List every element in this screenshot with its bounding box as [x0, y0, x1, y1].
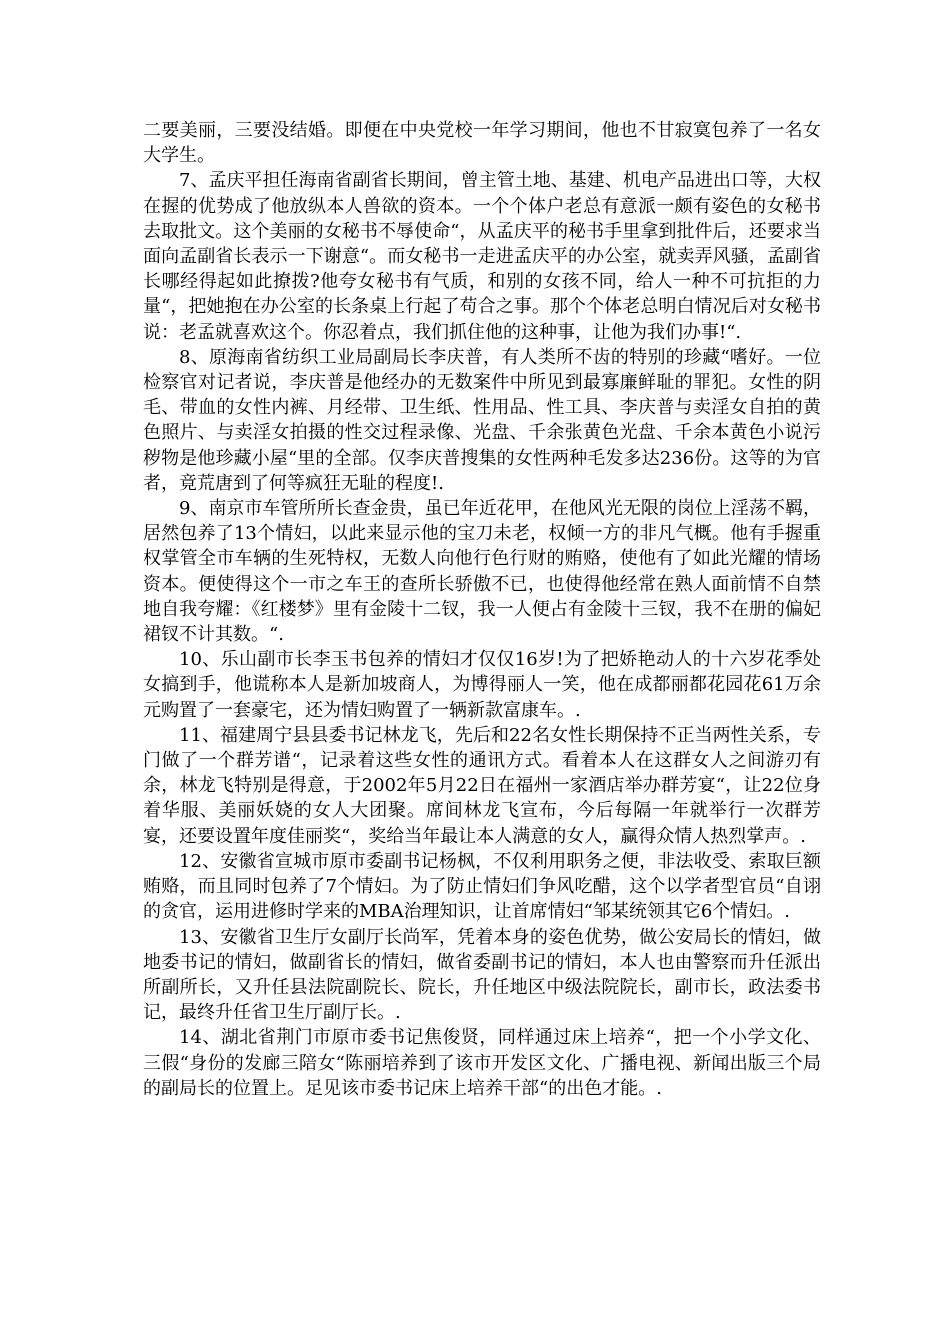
paragraph-continuation: 二要美丽，三要没结婚。即便在中央党校一年学习期间，他也不甘寂寞包养了一名女大学生。: [143, 120, 821, 167]
paragraph-item-13: 13、安徽省卫生厅女副厅长尚军，凭着本身的姿色优势，做公安局长的情妇，做地委书记的情妇，做副省长的情妇，做省委副书记的情妇，本人也由警察而升任派出所副所长，又升任县法院副院长、院长，升任地区中级法院院长，副市长，政法委书记，最终升任省卫生厅副厅长。.: [143, 926, 821, 1024]
paragraph-item-14: 14、湖北省荆门市原市委书记焦俊贤，同样通过床上培养“，把一个小学文化、三假“身份的发廊三陪女“陈丽培养到了该市开发区文化、广播电视、新闻出版三个局的副局长的位置上。足见该市委书记床上培养干部“的出色才能。.: [143, 1027, 821, 1099]
paragraph-item-11: 11、福建周宁县县委书记林龙飞，先后和22名女性长期保持不正当两性关系，专门做了一个群芳谱“，记录着这些女性的通讯方式。看着本人在这群女人之间游刃有余，林龙飞特别是得意，于2002年5月22日在福州一家酒店举办群芳宴“，让22位身着华服、美丽妖娆的女人大团聚。席间林龙飞宣布，今后每隔一年就举行一次群芳宴，还要设置年度佳丽奖“，奖给当年最让本人满意的女人，赢得众情人热烈掌声。.: [143, 724, 821, 847]
paragraph-item-9: 9、南京市车管所所长查金贵，虽已年近花甲，在他风光无限的岗位上淫荡不羁，居然包养了13个情妇，以此来显示他的宝刀未老，权倾一方的非凡气概。他有手握重权掌管全市车辆的生死特权，无数人向他行色行财的贿赂，使他有了如此光耀的情场资本。便使得这个一市之车王的查所长骄傲不已，也使得他经常在熟人面前情不自禁地自我夸耀：《红楼梦》里有金陵十二钗，我一人便占有金陵十三钗，我不在册的偏妃裙钗不计其数。“.: [143, 498, 821, 646]
paragraph-item-8: 8、原海南省纺织工业局副局长李庆普，有人类所不齿的特别的珍藏“嗜好。一位检察官对记者说，李庆普是他经办的无数案件中所见到最寡廉鲜耻的罪犯。女性的阴毛、带血的女性内裤、月经带、卫生纸、性用品、性工具、李庆普与卖淫女自拍的黄色照片、与卖淫女拍摄的性交过程录像、光盘、千余张黄色光盘、千余本黄色小说污秽物是他珍藏小屋“里的全部。仅李庆普搜集的女性两种毛发多达236份。这等的为官者，竟荒唐到了何等疯狂无耻的程度!.: [143, 346, 821, 494]
document-body: [143, 118, 821, 1101]
paragraph-item-12: 12、安徽省宣城市原市委副书记杨枫，不仅利用职务之便，非法收受、索取巨额贿赂，而且同时包养了7个情妇。为了防止情妇们争风吃醋，这个以学者型官员“自诩的贪官，运用进修时学来的MBA治理知识，让首席情妇“邹某统领其它6个情妇。.: [143, 850, 821, 923]
paragraph-item-7: 7、孟庆平担任海南省副省长期间，曾主管土地、基建、机电产品进出口等，大权在握的优势成了他放纵本人兽欲的资本。一个个体户老总有意派一颇有姿色的女秘书去取批文。这个美丽的女秘书不辱使命“，从孟庆平的秘书手里拿到批件后，还要求当面向孟副省长表示一下谢意“。而女秘书一走进孟庆平的办公室，就卖弄风骚，孟副省长哪经得起如此撩拨?他夸女秘书有气质，和别的女孩不同，给人一种不可抗拒的力量“，把她抱在办公室的长条桌上行起了苟合之事。那个个体老总明白情况后对女秘书说：老孟就喜欢这个。你忍着点，我们抓住他的这种事，让他为我们办事!“.: [143, 170, 821, 343]
paragraph-item-10: 10、乐山副市长李玉书包养的情妇才仅仅16岁!为了把娇艳动人的十六岁花季处女搞到手，他谎称本人是新加坡商人，为博得丽人一笑，他在成都丽都花园花61万余元购置了一套豪宅，还为情妇购置了一辆新款富康车。.: [143, 649, 821, 721]
